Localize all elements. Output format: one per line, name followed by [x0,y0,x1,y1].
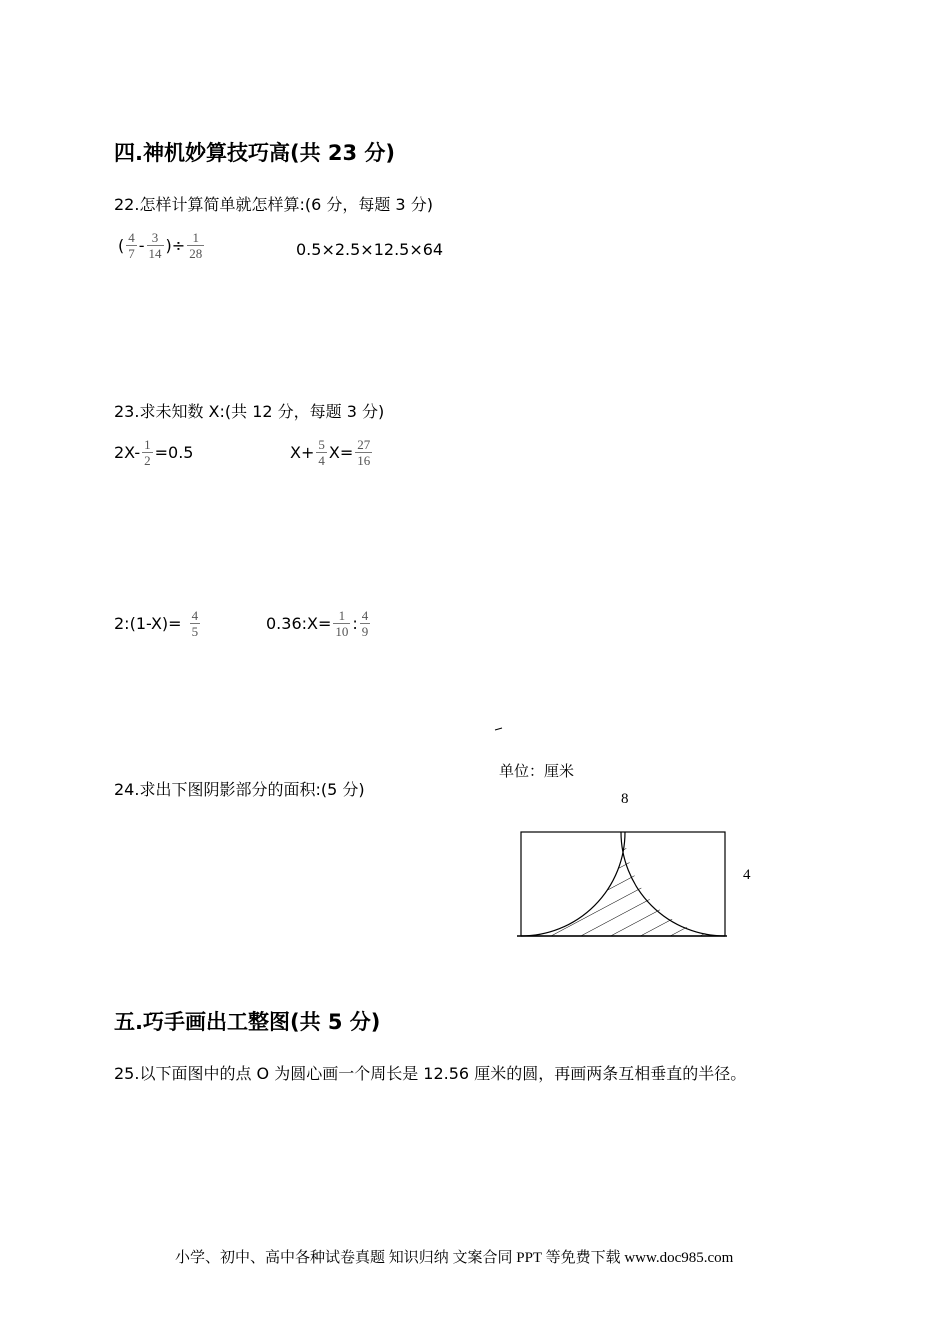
denominator: 5 [191,624,199,639]
numerator: 3 [151,230,159,245]
q22-expression-1 [118,230,206,261]
fraction-1-10 [333,608,350,639]
unit-label: 单位：厘米 [499,764,575,780]
ratio-colon: : [352,614,358,633]
open-paren: ( [118,236,125,255]
equation-text: 0.36:X= [266,614,332,633]
fraction-3-14 [147,230,164,261]
denominator: 9 [361,624,369,639]
fraction-4-9 [360,608,371,639]
minus-sign: - [138,236,145,255]
equation-text: 2:(1-X)= [114,614,182,633]
stray-mark [494,726,504,732]
denominator: 14 [148,246,162,261]
numerator: 1 [338,608,346,623]
hatched-area [521,832,725,936]
q23-equation-1 [114,437,193,468]
denominator: 16 [357,453,371,468]
denominator: 4 [318,453,325,468]
fraction-27-16 [355,437,372,468]
fraction-1-2 [142,437,153,468]
width-label: 8 [621,791,629,807]
fraction-4-7 [126,230,137,261]
fraction-5-4 [316,437,327,468]
numerator: 5 [318,437,325,452]
page-footer: 小学、初中、高中各种试卷真题 知识归纳 文案合同 PPT 等免费下载 www.doc985.com [175,1250,734,1266]
question-25: 25.以下面图中的点 O 为圆心画一个周长是 12.56 厘米的圆，再画两条互相垂直的半径。 [114,1064,747,1083]
numerator: 1 [144,437,151,452]
equation-text: X= [328,443,354,462]
denominator: 7 [128,246,135,261]
question-24: 24.求出下图阴影部分的面积:(5 分) [114,780,365,799]
height-label: 4 [743,867,751,883]
section-5-title: 五.巧手画出工整图(共 5 分) [114,1010,381,1034]
numerator: 1 [192,230,199,245]
numerator: 27 [357,437,371,452]
numerator: 4 [128,230,135,245]
close-paren-divide: )÷ [165,236,186,255]
shaded-region-diagram [515,828,731,942]
equation-text: =0.5 [154,443,194,462]
question-22: 22.怎样计算简单就怎样算:(6 分，每题 3 分) [114,195,433,214]
numerator: 4 [361,608,369,623]
fraction-4-5 [190,608,201,639]
section-4-title: 四.神机妙算技巧高(共 23 分) [114,141,396,165]
q23-equation-3 [114,608,202,639]
fraction-1-28 [187,230,204,261]
equation-text: 2X- [114,443,141,462]
denominator: 28 [189,246,203,261]
q22-expression-2: 0.5×2.5×12.5×64 [296,240,444,259]
equation-text: X+ [290,443,315,462]
denominator: 10 [335,624,349,639]
question-23: 23.求未知数 X:(共 12 分，每题 3 分) [114,402,385,421]
q23-equation-2 [290,437,374,468]
q23-equation-4 [266,608,372,639]
numerator: 4 [191,608,199,623]
denominator: 2 [144,453,151,468]
